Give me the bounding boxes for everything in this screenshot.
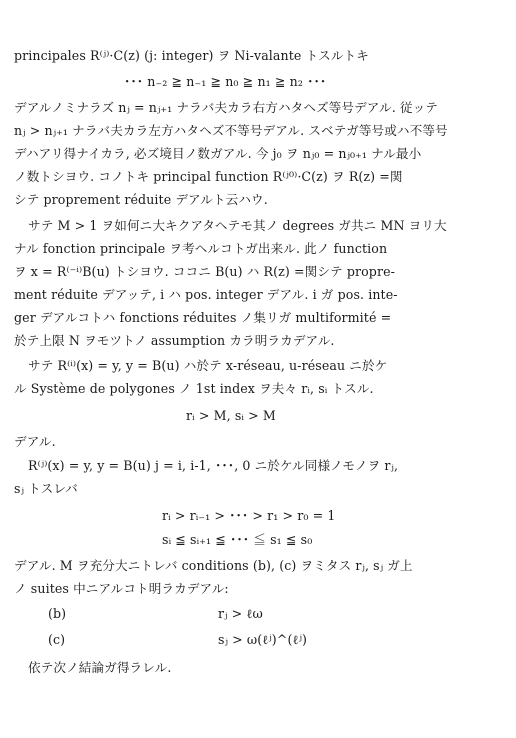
paragraph-start: サテ R⁽ⁱ⁾(x) = y, y = B(u) ハ於テ x-réseau, u-réseau ニ於ケ bbox=[28, 358, 388, 373]
text-line: デアル. bbox=[14, 434, 56, 449]
text-line: ナル fonction principale ヲ考ヘルコトガ出来ル. 此ノ function bbox=[14, 241, 388, 256]
paragraph-start: サテ M > 1 ヲ如何ニ大キクアタヘテモ其ノ degrees ガ共ニ MN ヨリ大 bbox=[28, 218, 447, 233]
display-chain-r: rᵢ > rᵢ₋₁ > ･･･ > r₁ > r₀ = 1 bbox=[162, 508, 336, 523]
paragraph-start: R⁽ʲ⁾(x) = y, y = B(u) j = i, i-1, ･･･, 0 ニ於ケル同様ノモノヲ rⱼ, bbox=[28, 458, 399, 473]
condition-b-label: (b) bbox=[48, 606, 67, 621]
text-line: ノ suites 中ニアルコト明ラカデアル: bbox=[14, 581, 229, 596]
inequality-chain-n: ･･･ n₋₂ ≧ n₋₁ ≧ n₀ ≧ n₁ ≧ n₂ ･･･ bbox=[124, 74, 327, 89]
conclusion-line: 依テ次ノ結論ガ得ラレル. bbox=[28, 660, 172, 675]
text-line: ノ数トシヨウ. コノトキ principal function R⁽ʲ⁰⁾·C(z) ヲ R(z) =関 bbox=[14, 169, 403, 184]
text-line: デアルノミナラズ nⱼ = nⱼ₊₁ ナラバ夫カラ右方ハタヘズ等号デアル. 従ッテ bbox=[14, 100, 438, 115]
text-line: ル Système de polygones ノ 1st index ヲ夫々 rᵢ, sᵢ トスル. bbox=[14, 381, 374, 396]
text-line: シテ proprement réduite デアルト云ハウ. bbox=[14, 192, 268, 207]
text-line: nⱼ > nⱼ₊₁ ナラバ夫カラ左方ハタヘズ不等号デアル. スベテガ等号或ハ不等号 bbox=[14, 123, 448, 138]
text-line: ger デアルコトハ fonctions réduites ノ集リガ multiformité = bbox=[14, 310, 392, 325]
condition-c-label: (c) bbox=[48, 632, 66, 647]
text-line: デハアリ得ナイカラ, 必ズ境目ノ数ガアル. 今 j₀ ヲ nⱼ₀ = nⱼ₀₊₁ ナル最小 bbox=[14, 146, 422, 161]
text-line: ment réduite デアッテ, i ハ pos. integer デアル. i ガ pos. inte- bbox=[14, 287, 398, 302]
condition-c-formula: sⱼ > ω(ℓʲ)^(ℓʲ) bbox=[218, 632, 308, 647]
text-line: ヲ x = R⁽⁻ⁱ⁾B(u) トシヨウ. ココニ B(u) ハ R(z) =関シテ propre- bbox=[14, 264, 395, 279]
display-inequality-r-s: rᵢ > M, sᵢ > M bbox=[186, 408, 276, 423]
display-chain-s: sᵢ ≦ sᵢ₊₁ ≦ ･･･ ≦ s₁ ≦ s₀ bbox=[162, 532, 313, 547]
text-line: principales R⁽ʲ⁾·C(z) (j: integer) ヲ Ni-valante トスルトキ bbox=[14, 48, 369, 63]
condition-b-formula: rⱼ > ℓω bbox=[218, 606, 263, 621]
text-line: sⱼ トスレバ bbox=[14, 481, 78, 496]
text-line: 於テ上限 N ヲモツトノ assumption カラ明ラカデアル. bbox=[14, 333, 335, 348]
text-line: デアル. M ヲ充分大ニトレバ conditions (b), (c) ヲミタス rⱼ, sⱼ ガ上 bbox=[14, 558, 413, 573]
